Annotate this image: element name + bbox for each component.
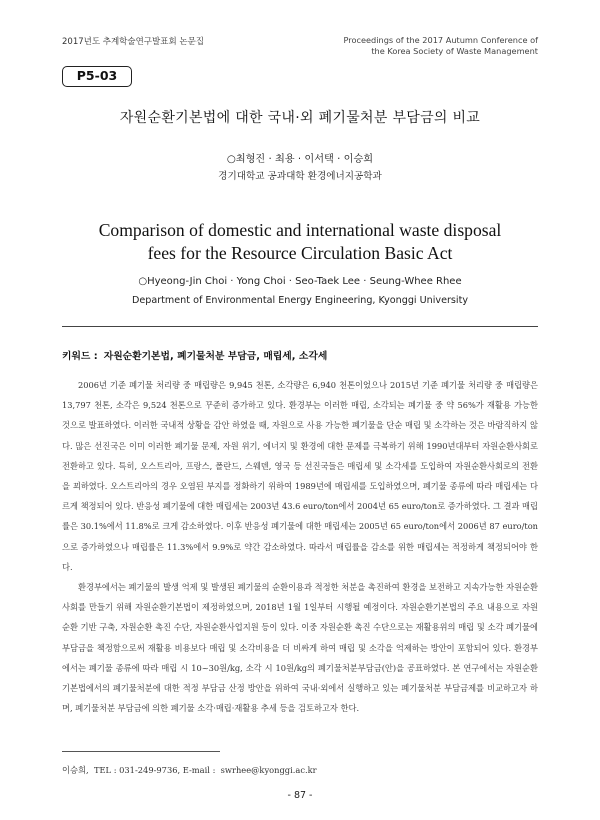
header-right-line1: Proceedings of the 2017 Autumn Conference of [343,35,538,45]
footnote-contact: 이승희, TEL : 031-249-9736, E-mail : swrhee@kyonggi.ac.kr [62,765,317,775]
paragraph-2: 환경부에서는 폐기물의 발생 억제 및 발생된 폐기물의 순환이용과 적정한 처분을 촉진하여 환경을 보전하고 지속가능한 자원순환사회를 만들기 위해 자원순환기본법이 제정하였으며, 2018년 1월 1일부터 시행될 예정이다. 자원순환기본법의 주요 내용으로 자원순환 기반 구축, 자원순환 촉진 수단, 자원순환사업지원 등이 있다. 이중 자원순환 촉진 수단으로는 재활용위의 매립 및 소각 폐기물에 부담금을 책정함으로써 재활용 비용보다 매립 및 소각비용을 더 비싸게 하여 매립 및 소각을 억제하는 방안이 포함되어 있다. 환경부에서는 폐기물 종류에 따라 매립 시 10~30원/kg, 소각 시 10원/kg의 폐기물처분부담금(안)을 공표하였다. 본 연구에서는 자원순환기본법에서의 폐기물처분에 대한 적정 부담금 산정 방안을 위하여 국내·외에서 실행하고 있는 폐기물처분 부담금제를 비교하고자 하며, 폐기물처분 부담금에 의한 폐기물 소각·매립·재활용 추세 등을 검토하고자 한다. [62,582,538,714]
keywords-list: 자원순환기본법, 폐기물처분 부담금, 매립세, 소각세 [103,351,328,362]
header-right-line2: the Korea Society of Waste Management [371,46,538,56]
keywords-label: 키워드 : [62,351,98,362]
title-korean: 자원순환기본법에 대한 국내·외 폐기물처분 부담금의 비교 [119,110,481,126]
affiliation-korean: 경기대학교 공과대학 환경에너지공학과 [218,171,382,182]
paragraph-1: 2006년 기준 폐기물 처리량 중 매립량은 9,945 천톤, 소각량은 6,940 천톤이었으나 2015년 기준 폐기물 처리량 중 매립량은 13,797 천톤, 소각은 9,524 천톤으로 꾸준히 증가하고 있다. 환경부는 이러한 매립, 소각되는 폐기물 중 약 56%가 재활용 가능한 것으로 발표하였다. 이러한 국내적 상황을 감안 하였을 때, 자원으로 사용 가능한 폐기물을 단순 매립 및 소각하는 것은 바람직하지 않다. 많은 선진국은 이미 이러한 폐기물 문제, 자원 위기, 에너지 및 환경에 대한 문제를 극복하기 위해 1990년대부터 자원순환사회로 전환하고 있다. 특히, 오스트리아, 프랑스, 폴란드, 스웨덴, 영국 등 선진국들은 매립세 및 소각세를 도입하여 자원순환사회로의 전환을 꾀하였다. 오스트리아의 경우 오염된 부지를 정화하기 위하여 1989년에 매립세를 도입하였으며, 폐기물 종류에 따라 매립세는 다르게 책정되어 있다. 반응성 폐기물에 대한 매립세는 2003년 43.6 euro/ton에서 2004년 65 euro/ton로 증가하였다. 그 결과 매립률은 30.1%에서 11.8%로 크게 감소하였다. 이후 반응성 폐기물에 대한 매립세는 2005년 65 euro/ton에서 2006년 87 euro/ton으로 증가하였으나 매립률은 11.3%에서 9.9%로 약간 감소하였다. 따라서 매립률을 감소를 위한 매립세는 적정하게 책정되어야 한다. [62,380,538,572]
top-divider [62,326,538,327]
header-left: 2017년도 추계학술연구발표회 논문집 [62,37,204,47]
paper-code-badge: P5-03 [62,66,132,87]
authors-english: ○Hyeong-Jin Choi · Yong Choi · Seo-Taek Lee · Seung-Whee Rhee [138,276,462,287]
title-english [0,219,600,265]
keywords-line [62,348,327,362]
footnote-divider [62,751,220,752]
title-english-line1: Comparison of domestic and international waste disposal [98,220,502,240]
abstract-body [62,375,538,718]
page-number: - 87 - [287,790,313,801]
authors-korean: ○최형진 · 최용 · 이서택 · 이승희 [226,154,374,165]
header-right [308,35,538,57]
affiliation-english: Department of Environmental Energy Engineering, Kyonggi University [131,295,469,306]
title-english-line2: fees for the Resource Circulation Basic Act [147,243,453,263]
